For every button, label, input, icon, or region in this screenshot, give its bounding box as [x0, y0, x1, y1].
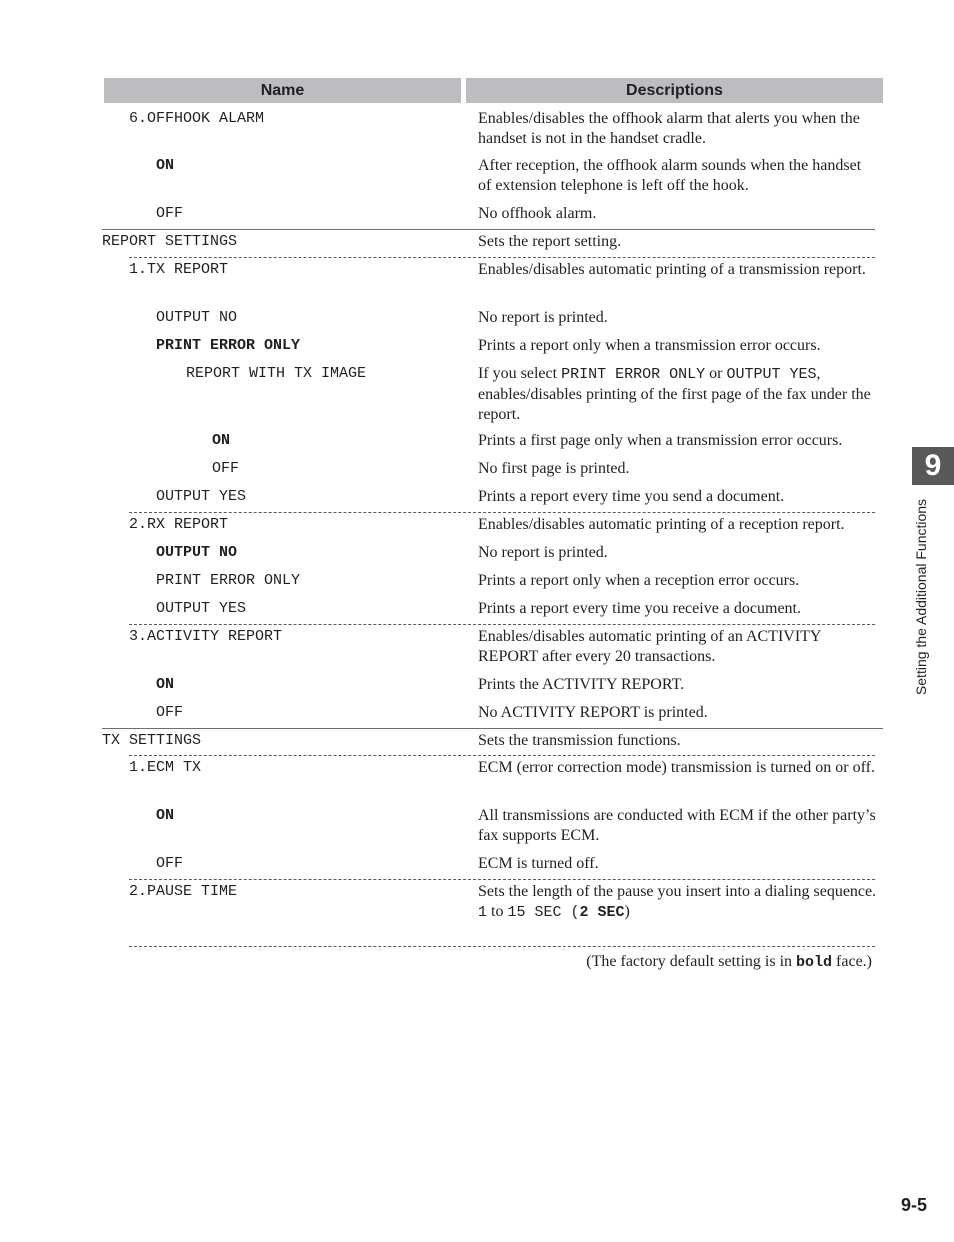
item-divider [129, 512, 875, 513]
option-tx-output-yes: OUTPUT YES [156, 488, 247, 505]
option-tx-image-off: OFF [212, 460, 240, 477]
page-number: 9-5 [900, 1195, 927, 1215]
desc-offhook-on: After reception, the offhook alarm sounds when the handset of extension telephone is left off the hook. [478, 157, 862, 194]
option-rx-print-error-only: PRINT ERROR ONLY [156, 572, 301, 589]
desc-rx-output-yes: Prints a report every time you receive a document. [478, 600, 801, 617]
option-tx-output-no: OUTPUT NO [156, 309, 238, 326]
desc-report-with-tx-image: If you select PRINT ERROR ONLY or OUTPUT YES, enables/disables printing of the first page of the fax under the report. [478, 365, 871, 423]
desc-rx-output-no: No report is printed. [478, 544, 608, 561]
desc-activity-on: Prints the ACTIVITY REPORT. [478, 676, 685, 693]
desc-tx-image-on: Prints a first page only when a transmission error occurs. [478, 432, 843, 449]
desc-report-settings: Sets the report setting. [478, 233, 622, 250]
section-report-settings: REPORT SETTINGS [102, 233, 238, 250]
option-rx-output-yes: OUTPUT YES [156, 600, 247, 617]
desc-tx-output-no: No report is printed. [478, 309, 608, 326]
option-rx-output-no: OUTPUT NO [156, 544, 238, 561]
option-offhook-off: OFF [156, 205, 184, 222]
item-divider [129, 257, 875, 258]
pause-default-value: 2 SEC [579, 904, 625, 921]
option-ecm-on: ON [156, 807, 175, 824]
desc-offhook-alarm: Enables/disables the offhook alarm that alerts you when the handset is not in the handset cradle. [478, 110, 860, 147]
desc-ecm-tx: ECM (error correction mode) transmission is turned on or off. [478, 759, 875, 776]
setting-pause-time: 2.PAUSE TIME [129, 883, 238, 900]
section-divider [102, 728, 883, 729]
item-divider [129, 755, 875, 756]
section-tx-settings: TX SETTINGS [102, 732, 202, 749]
item-divider [129, 946, 875, 947]
default-setting-footnote: (The factory default setting is in bold face.) [586, 953, 872, 971]
option-activity-on: ON [156, 676, 175, 693]
option-tx-print-error-only: PRINT ERROR ONLY [156, 337, 301, 354]
desc-tx-output-yes: Prints a report every time you send a document. [478, 488, 785, 505]
item-divider [129, 624, 875, 625]
option-activity-off: OFF [156, 704, 184, 721]
section-divider [102, 229, 875, 230]
column-header-name: Name [104, 78, 461, 103]
desc-tx-image-off: No first page is printed. [478, 460, 630, 477]
option-tx-image-on: ON [212, 432, 231, 449]
desc-tx-report: Enables/disables automatic printing of a transmission report. [478, 261, 866, 278]
setting-tx-report: 1.TX REPORT [129, 261, 229, 278]
pause-range-from: 1 [478, 904, 488, 921]
desc-ecm-on: All transmissions are conducted with ECM if the other party’s fax supports ECM. [478, 807, 876, 844]
pause-range-to: 15 [507, 904, 526, 921]
setting-rx-report: 2.RX REPORT [129, 516, 229, 533]
setting-offhook-alarm: 6.OFFHOOK ALARM [129, 110, 265, 127]
desc-tx-print-error-only: Prints a report only when a transmission error occurs. [478, 337, 821, 354]
desc-tx-settings: Sets the transmission functions. [478, 732, 681, 749]
desc-rx-print-error-only: Prints a report only when a reception error occurs. [478, 572, 800, 589]
desc-pause-time: Sets the length of the pause you insert into a dialing sequence. 1 to 15 SEC (2 SEC) [478, 883, 877, 921]
setting-report-with-tx-image: REPORT WITH TX IMAGE [186, 365, 367, 382]
item-divider [129, 879, 875, 880]
desc-activity-off: No ACTIVITY REPORT is printed. [478, 704, 708, 721]
desc-ecm-off: ECM is turned off. [478, 855, 599, 872]
option-offhook-on: ON [156, 157, 175, 174]
desc-activity-report: Enables/disables automatic printing of an ACTIVITY REPORT after every 20 transactions. [478, 628, 821, 665]
desc-offhook-off: No offhook alarm. [478, 205, 597, 222]
option-ecm-off: OFF [156, 855, 184, 872]
setting-ecm-tx: 1.ECM TX [129, 759, 202, 776]
column-header-descriptions: Descriptions [466, 78, 883, 103]
chapter-tab: 9 [912, 447, 954, 485]
setting-activity-report: 3.ACTIVITY REPORT [129, 628, 283, 645]
desc-rx-report: Enables/disables automatic printing of a reception report. [478, 516, 845, 533]
